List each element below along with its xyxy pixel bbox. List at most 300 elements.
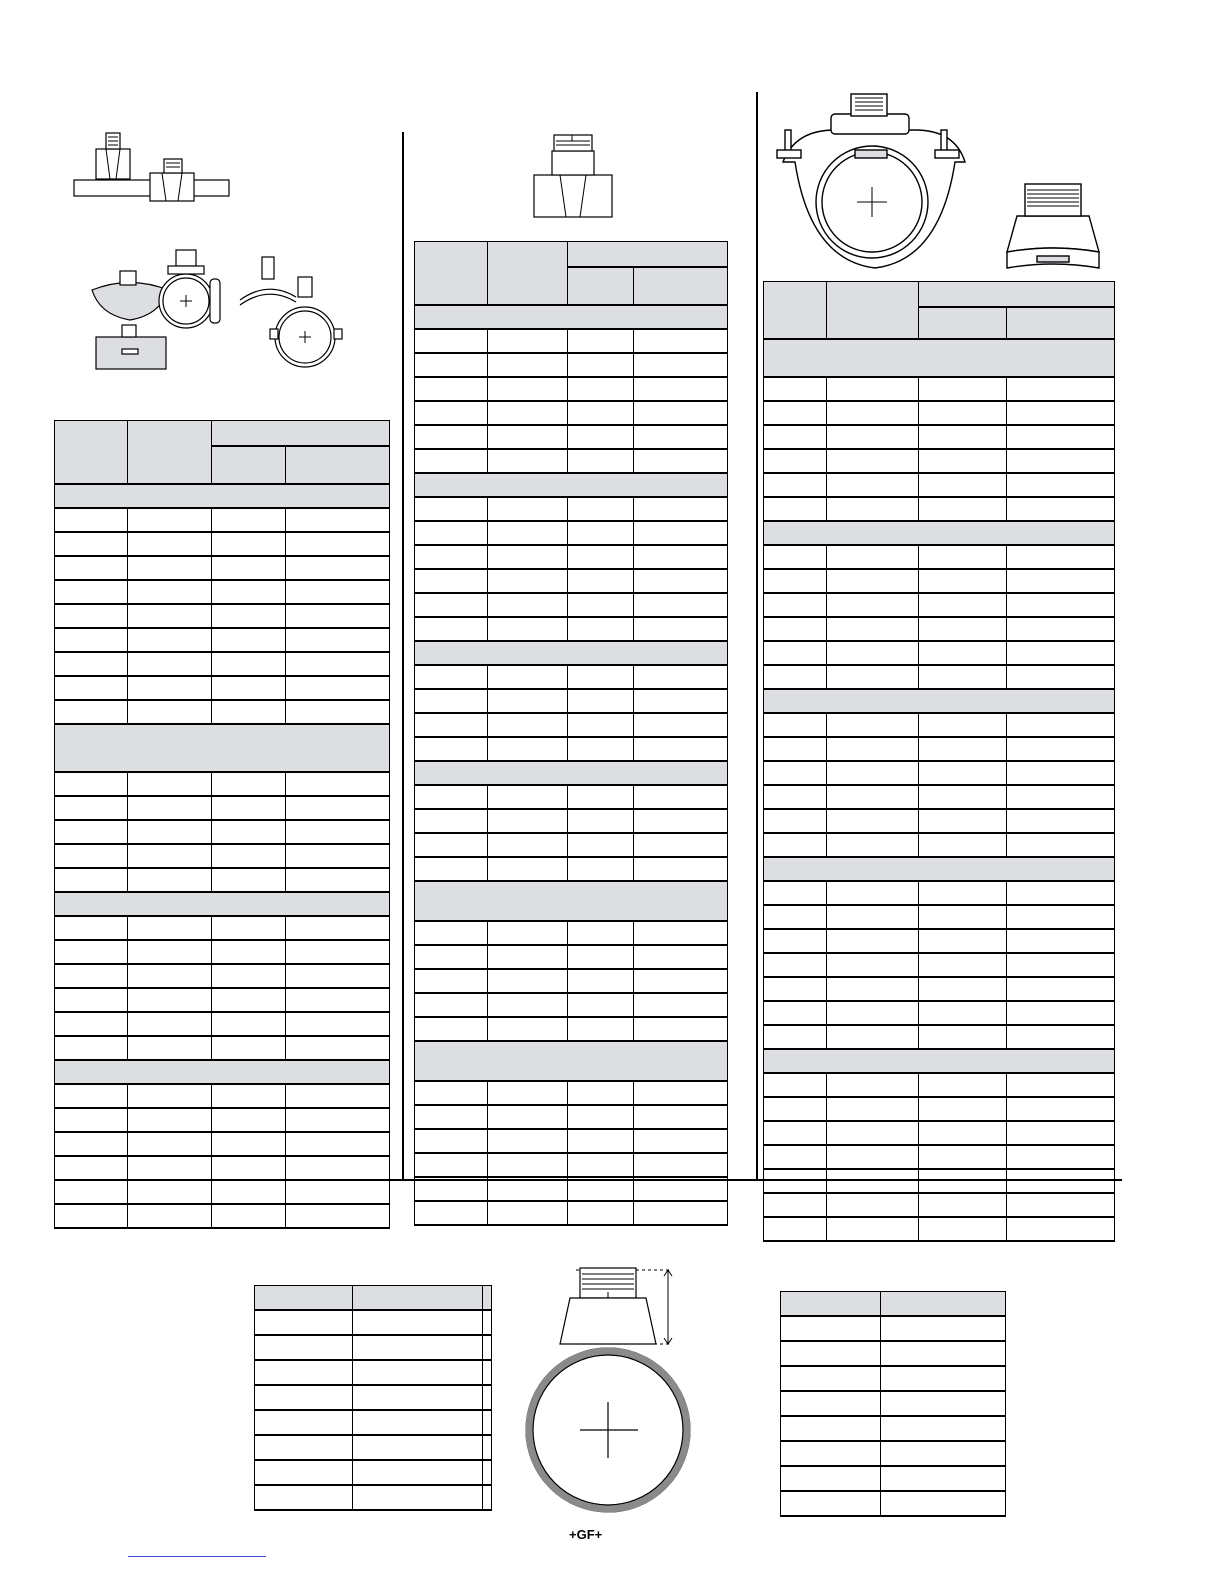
table-cell — [1007, 473, 1115, 497]
table-cell — [415, 921, 488, 945]
table-row — [55, 1012, 390, 1036]
table-cell — [568, 425, 634, 449]
table-cell — [483, 1310, 492, 1335]
table-cell — [781, 1416, 881, 1441]
table-cell — [212, 700, 286, 724]
table-cell — [568, 545, 634, 569]
table-cell — [353, 1485, 483, 1510]
table-cell — [415, 993, 488, 1017]
table-cell — [128, 604, 212, 628]
section-band — [415, 761, 728, 785]
table-cell — [827, 809, 919, 833]
table-cell — [827, 1169, 919, 1193]
table-row — [764, 1097, 1115, 1121]
table-cell — [353, 1410, 483, 1435]
table-cell — [55, 508, 128, 532]
table-cell — [128, 916, 212, 940]
header-cell — [781, 1292, 881, 1317]
table-cell — [286, 964, 390, 988]
section-band — [415, 1041, 728, 1081]
table-cell — [488, 921, 568, 945]
table-cell — [286, 580, 390, 604]
table-cell — [1007, 905, 1115, 929]
table-cell — [55, 1084, 128, 1108]
table-cell — [764, 809, 827, 833]
section-band-cell — [415, 473, 728, 497]
header-subcell — [286, 446, 390, 484]
table-cell — [764, 497, 827, 521]
table-cell — [415, 833, 488, 857]
table-cell — [919, 1121, 1007, 1145]
table-cell — [286, 1204, 390, 1228]
table-cell — [827, 1145, 919, 1169]
table-cell — [781, 1441, 881, 1466]
table-row — [764, 833, 1115, 857]
table-row — [55, 532, 390, 556]
table-cell — [286, 868, 390, 892]
table-cell — [568, 969, 634, 993]
table-cell — [827, 785, 919, 809]
table-cell — [128, 1108, 212, 1132]
section-band — [415, 473, 728, 497]
table-row — [764, 593, 1115, 617]
table-cell — [764, 377, 827, 401]
table-cell — [128, 1132, 212, 1156]
table-cell — [488, 1153, 568, 1177]
table-cell — [128, 964, 212, 988]
table-cell — [415, 449, 488, 473]
table-cell — [212, 508, 286, 532]
table-cell — [919, 833, 1007, 857]
table-cell — [764, 1073, 827, 1097]
table-cell — [634, 449, 728, 473]
table-cell — [488, 833, 568, 857]
table-cell — [286, 652, 390, 676]
table-cell — [286, 1084, 390, 1108]
header-cell — [483, 1286, 492, 1311]
table-cell — [1007, 713, 1115, 737]
table-row — [55, 1108, 390, 1132]
table-cell — [488, 785, 568, 809]
table-cell — [827, 497, 919, 521]
table-cell — [881, 1316, 1006, 1341]
table-cell — [1007, 1145, 1115, 1169]
table-cell — [764, 1025, 827, 1049]
table-cell — [1007, 977, 1115, 1001]
table-cell — [415, 737, 488, 761]
table-cell — [1007, 1025, 1115, 1049]
bottom-left-dimension-table — [254, 1285, 492, 1511]
left-fittings-table — [54, 420, 390, 1229]
table-cell — [286, 508, 390, 532]
section-band-cell — [764, 339, 1115, 377]
table-row — [415, 545, 728, 569]
table-cell — [1007, 569, 1115, 593]
table-cell — [488, 593, 568, 617]
table-cell — [415, 425, 488, 449]
table-cell — [764, 1217, 827, 1241]
table-cell — [919, 1145, 1007, 1169]
table-row — [415, 593, 728, 617]
header-cell — [353, 1286, 483, 1311]
table-cell — [1007, 785, 1115, 809]
table-cell — [55, 796, 128, 820]
table-cell — [488, 329, 568, 353]
table-row — [415, 1017, 728, 1041]
table-cell — [827, 665, 919, 689]
table-row — [764, 1193, 1115, 1217]
table-row — [415, 689, 728, 713]
table-cell — [55, 772, 128, 796]
table-cell — [1007, 1121, 1115, 1145]
table-cell — [919, 737, 1007, 761]
table-cell — [488, 945, 568, 969]
table-cell — [634, 665, 728, 689]
table-row — [415, 945, 728, 969]
table-cell — [212, 1156, 286, 1180]
table-cell — [881, 1366, 1006, 1391]
table-row — [415, 1153, 728, 1177]
table-cell — [483, 1460, 492, 1485]
table-cell — [286, 772, 390, 796]
table-cell — [827, 881, 919, 905]
table-cell — [415, 353, 488, 377]
table-cell — [212, 556, 286, 580]
section-band-cell — [55, 892, 390, 916]
table-cell — [827, 473, 919, 497]
table-cell — [1007, 1073, 1115, 1097]
table-cell — [415, 785, 488, 809]
table-cell — [415, 329, 488, 353]
table-cell — [634, 1129, 728, 1153]
saddle-variants-icon — [90, 245, 360, 373]
table-row — [415, 1129, 728, 1153]
table-cell — [212, 1084, 286, 1108]
table-cell — [568, 1177, 634, 1201]
table-row — [415, 569, 728, 593]
table-cell — [483, 1335, 492, 1360]
table-cell — [764, 905, 827, 929]
table-cell — [55, 1204, 128, 1228]
table-cell — [634, 593, 728, 617]
header-cell — [881, 1292, 1006, 1317]
table-cell — [827, 425, 919, 449]
table-cell — [827, 737, 919, 761]
table-cell — [415, 945, 488, 969]
column-divider-right — [756, 92, 758, 1180]
table-cell — [212, 1108, 286, 1132]
footer-link-underline[interactable] — [128, 1556, 266, 1557]
table-cell — [634, 545, 728, 569]
table-cell — [919, 953, 1007, 977]
table-cell — [1007, 617, 1115, 641]
table-cell — [568, 737, 634, 761]
table-cell — [764, 977, 827, 1001]
table-cell — [881, 1466, 1006, 1491]
table-cell — [1007, 665, 1115, 689]
table-cell — [488, 425, 568, 449]
table-cell — [483, 1485, 492, 1510]
table-row — [764, 425, 1115, 449]
table-cell — [764, 1097, 827, 1121]
table-cell — [881, 1391, 1006, 1416]
table-cell — [634, 1105, 728, 1129]
table-cell — [764, 881, 827, 905]
section-band — [55, 1060, 390, 1084]
table-row — [764, 569, 1115, 593]
table-cell — [415, 1177, 488, 1201]
header-cell — [415, 242, 488, 306]
table-cell — [827, 929, 919, 953]
table-cell — [568, 993, 634, 1017]
table-cell — [415, 593, 488, 617]
table-row — [415, 617, 728, 641]
table-cell — [488, 617, 568, 641]
table-cell — [881, 1491, 1006, 1516]
table-cell — [919, 497, 1007, 521]
table-cell — [919, 641, 1007, 665]
table-cell — [827, 1025, 919, 1049]
table-cell — [286, 1156, 390, 1180]
table-cell — [827, 1097, 919, 1121]
table-cell — [415, 1129, 488, 1153]
table-cell — [634, 713, 728, 737]
table-cell — [415, 689, 488, 713]
table-cell — [827, 1073, 919, 1097]
table-cell — [286, 1036, 390, 1060]
table-row — [764, 761, 1115, 785]
table-cell — [212, 1204, 286, 1228]
section-band — [415, 305, 728, 329]
table-cell — [568, 1129, 634, 1153]
table-cell — [919, 785, 1007, 809]
table-cell — [55, 532, 128, 556]
table-cell — [483, 1360, 492, 1385]
table-row — [781, 1491, 1006, 1516]
table-cell — [488, 521, 568, 545]
table-cell — [488, 809, 568, 833]
table-cell — [634, 377, 728, 401]
table-cell — [827, 545, 919, 569]
table-cell — [827, 1193, 919, 1217]
table-row — [415, 857, 728, 881]
table-cell — [255, 1335, 353, 1360]
table-cell — [415, 521, 488, 545]
table-row — [255, 1310, 492, 1335]
table-cell — [128, 532, 212, 556]
table-cell — [55, 604, 128, 628]
table-cell — [128, 988, 212, 1012]
table-row — [415, 497, 728, 521]
section-band-cell — [415, 305, 728, 329]
table-row — [55, 868, 390, 892]
table-cell — [488, 449, 568, 473]
section-band — [415, 881, 728, 921]
section-band-cell — [55, 484, 390, 508]
table-cell — [55, 844, 128, 868]
table-row — [415, 809, 728, 833]
table-cell — [827, 1001, 919, 1025]
table-cell — [212, 652, 286, 676]
table-cell — [634, 521, 728, 545]
table-cell — [634, 425, 728, 449]
table-cell — [919, 1097, 1007, 1121]
table-cell — [55, 652, 128, 676]
table-row — [255, 1385, 492, 1410]
table-row — [415, 329, 728, 353]
table-cell — [488, 1201, 568, 1225]
table-cell — [1007, 1193, 1115, 1217]
table-cell — [919, 473, 1007, 497]
section-band-cell — [415, 761, 728, 785]
table-cell — [634, 353, 728, 377]
table-cell — [55, 556, 128, 580]
table-cell — [212, 916, 286, 940]
table-cell — [1007, 593, 1115, 617]
table-row — [55, 1180, 390, 1204]
header-cell — [55, 421, 128, 485]
table-cell — [415, 617, 488, 641]
table-row — [764, 737, 1115, 761]
saddle-cap-icon — [1003, 182, 1103, 270]
table-cell — [286, 676, 390, 700]
table-cell — [1007, 929, 1115, 953]
table-cell — [255, 1385, 353, 1410]
bottom-right-dimension-table — [780, 1291, 1006, 1517]
table-cell — [55, 580, 128, 604]
table-cell — [55, 1180, 128, 1204]
table-cell — [212, 820, 286, 844]
table-cell — [827, 617, 919, 641]
table-cell — [919, 593, 1007, 617]
table-row — [781, 1416, 1006, 1441]
section-band — [55, 484, 390, 508]
table-cell — [353, 1385, 483, 1410]
table-cell — [55, 1156, 128, 1180]
table-cell — [353, 1435, 483, 1460]
header-subcell — [634, 267, 728, 305]
header-row — [415, 242, 728, 268]
header-group-cell — [568, 242, 728, 268]
table-cell — [212, 532, 286, 556]
table-cell — [1007, 449, 1115, 473]
table-cell — [353, 1360, 483, 1385]
table-cell — [764, 425, 827, 449]
table-cell — [488, 1105, 568, 1129]
table-row — [55, 580, 390, 604]
tapping-saddle-icon — [775, 90, 975, 272]
table-cell — [1007, 377, 1115, 401]
table-row — [764, 953, 1115, 977]
table-cell — [415, 1081, 488, 1105]
table-cell — [781, 1316, 881, 1341]
table-cell — [1007, 737, 1115, 761]
table-cell — [764, 785, 827, 809]
table-cell — [212, 580, 286, 604]
table-row — [781, 1366, 1006, 1391]
table-row — [55, 1156, 390, 1180]
table-row — [764, 401, 1115, 425]
table-cell — [781, 1391, 881, 1416]
table-cell — [415, 377, 488, 401]
table-cell — [634, 969, 728, 993]
table-row — [781, 1441, 1006, 1466]
table-cell — [634, 689, 728, 713]
table-cell — [568, 1105, 634, 1129]
table-cell — [568, 857, 634, 881]
table-cell — [919, 449, 1007, 473]
tee-fitting-icon — [70, 125, 235, 205]
section-band-cell — [764, 689, 1115, 713]
table-cell — [568, 329, 634, 353]
table-cell — [764, 401, 827, 425]
table-cell — [255, 1460, 353, 1485]
table-cell — [764, 713, 827, 737]
table-cell — [128, 1180, 212, 1204]
table-row — [55, 556, 390, 580]
table-cell — [128, 796, 212, 820]
table-cell — [568, 1201, 634, 1225]
table-cell — [415, 665, 488, 689]
table-cell — [128, 1204, 212, 1228]
table-cell — [827, 905, 919, 929]
table-cell — [634, 785, 728, 809]
table-row — [764, 449, 1115, 473]
table-cell — [55, 1108, 128, 1132]
table-cell — [128, 820, 212, 844]
table-cell — [568, 569, 634, 593]
table-cell — [568, 809, 634, 833]
table-cell — [286, 700, 390, 724]
table-cell — [919, 1217, 1007, 1241]
table-cell — [1007, 809, 1115, 833]
table-row — [55, 676, 390, 700]
header-cell — [128, 421, 212, 485]
table-cell — [919, 881, 1007, 905]
table-cell — [764, 929, 827, 953]
table-cell — [128, 556, 212, 580]
table-cell — [415, 1201, 488, 1225]
table-cell — [286, 796, 390, 820]
table-cell — [568, 785, 634, 809]
table-cell — [919, 977, 1007, 1001]
table-cell — [634, 1017, 728, 1041]
table-cell — [488, 353, 568, 377]
table-cell — [415, 545, 488, 569]
table-cell — [212, 1036, 286, 1060]
table-cell — [919, 809, 1007, 833]
table-cell — [568, 921, 634, 945]
section-band — [764, 857, 1115, 881]
table-cell — [764, 545, 827, 569]
table-row — [55, 628, 390, 652]
table-cell — [286, 1180, 390, 1204]
table-row — [415, 1105, 728, 1129]
table-cell — [764, 1145, 827, 1169]
table-cell — [634, 1177, 728, 1201]
table-cell — [55, 676, 128, 700]
table-cell — [55, 628, 128, 652]
table-cell — [415, 857, 488, 881]
table-cell — [286, 628, 390, 652]
table-cell — [128, 700, 212, 724]
header-row — [764, 282, 1115, 308]
section-band — [415, 641, 728, 665]
table-row — [255, 1360, 492, 1385]
header-subcell — [919, 307, 1007, 339]
table-cell — [1007, 545, 1115, 569]
table-cell — [919, 761, 1007, 785]
